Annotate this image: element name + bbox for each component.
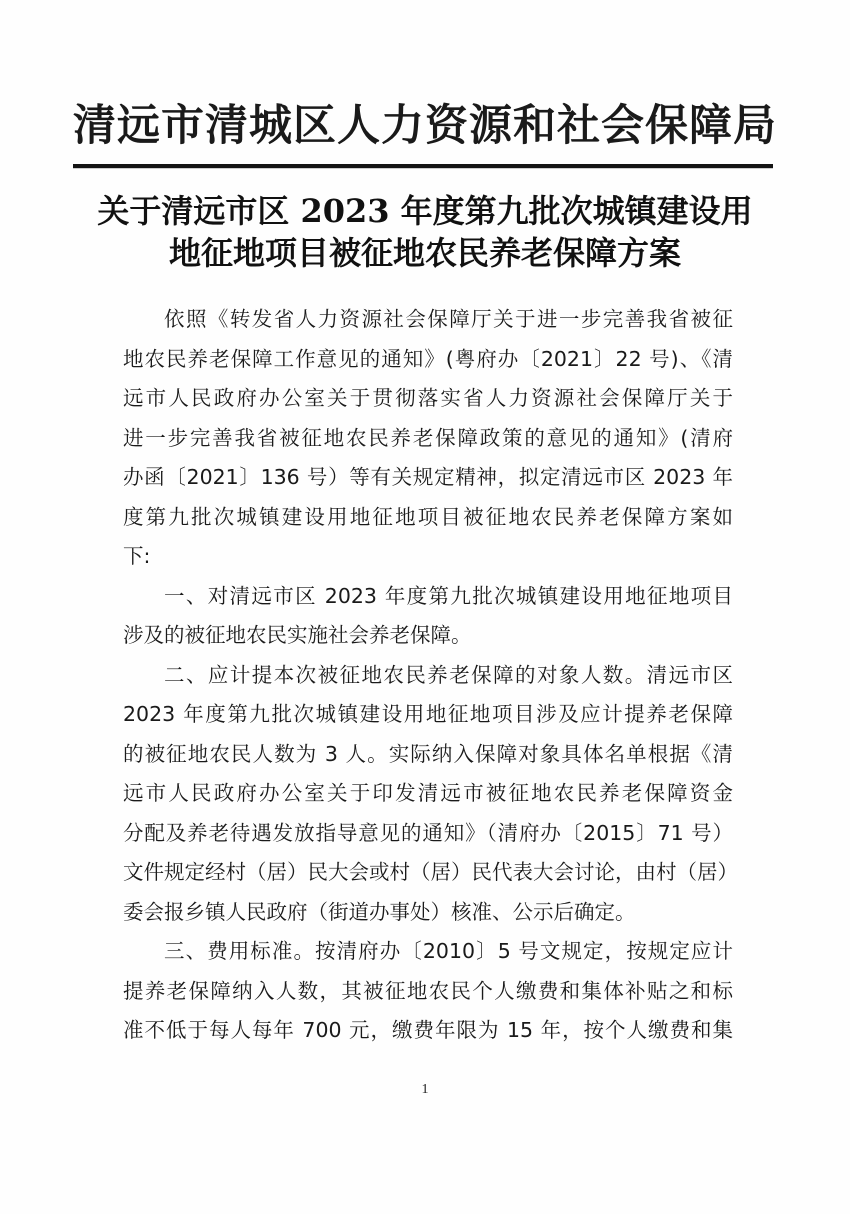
paragraph-line: 办函〔2021〕136 号）等有关规定精神，拟定清远市区 2023 年 bbox=[123, 465, 733, 489]
page-number: 1 bbox=[421, 1082, 429, 1097]
section-three-line: 提养老保障纳入人数，其被征地农民个人缴费和集体补贴之和标 bbox=[123, 978, 733, 1003]
document-title-line-1: 关于清远市区 2023 年度第九批次城镇建设用 bbox=[97, 192, 753, 230]
paragraph-line: 地农民养老保障工作意见的通知》(粤府办〔2021〕22 号)、《清 bbox=[123, 346, 733, 371]
section-two-line: 文件规定经村（居）民大会或村（居）民代表大会讨论，由村（居） bbox=[123, 860, 738, 884]
document-title bbox=[80, 190, 770, 274]
section-three-line: 准不低于每人每年 700 元，缴费年限为 15 年，按个人缴费和集 bbox=[123, 1018, 733, 1042]
paragraph-line: 进一步完善我省被征地农民养老保障政策的意见的通知》(清府 bbox=[123, 425, 733, 450]
section-one-line: 一、对清远市区 2023 年度第九批次城镇建设用地征地项目 bbox=[164, 583, 733, 608]
section-two-line: 委会报乡镇人民政府（街道办事处）核准、公示后确定。 bbox=[123, 899, 636, 924]
section-two-line: 分配及养老待遇发放指导意见的通知》（清府办〔2015〕71 号） bbox=[123, 820, 733, 845]
document-title-line-2: 地征地项目被征地农民养老保障方案 bbox=[168, 234, 681, 272]
organization-header: 清远市清城区人力资源和社会保障局 bbox=[73, 101, 777, 151]
section-two-line: 2023 年度第九批次城镇建设用地征地项目涉及应计提养老保障 bbox=[123, 702, 733, 726]
section-two-line: 二、应计提本次被征地农民养老保障的对象人数。清远市区 bbox=[164, 662, 733, 687]
section-three-line: 三、费用标准。按清府办〔2010〕5 号文规定，按规定应计 bbox=[164, 939, 733, 963]
paragraph-line: 依照《转发省人力资源社会保障厅关于进一步完善我省被征 bbox=[164, 307, 733, 331]
section-one-line: 涉及的被征地农民实施社会养老保障。 bbox=[123, 623, 472, 647]
paragraph-line: 下: bbox=[123, 544, 151, 568]
paragraph-line: 度第九批次城镇建设用地征地项目被征地农民养老保障方案如 bbox=[123, 504, 733, 529]
header-divider-shadow bbox=[73, 168, 773, 169]
section-two-line: 的被征地农民人数为 3 人。实际纳入保障对象具体名单根据《清 bbox=[123, 741, 733, 766]
document-body bbox=[123, 300, 738, 1051]
paragraph-line: 远市人民政府办公室关于贯彻落实省人力资源社会保障厅关于 bbox=[123, 386, 733, 410]
section-two-line: 远市人民政府办公室关于印发清远市被征地农民养老保障资金 bbox=[123, 781, 733, 805]
